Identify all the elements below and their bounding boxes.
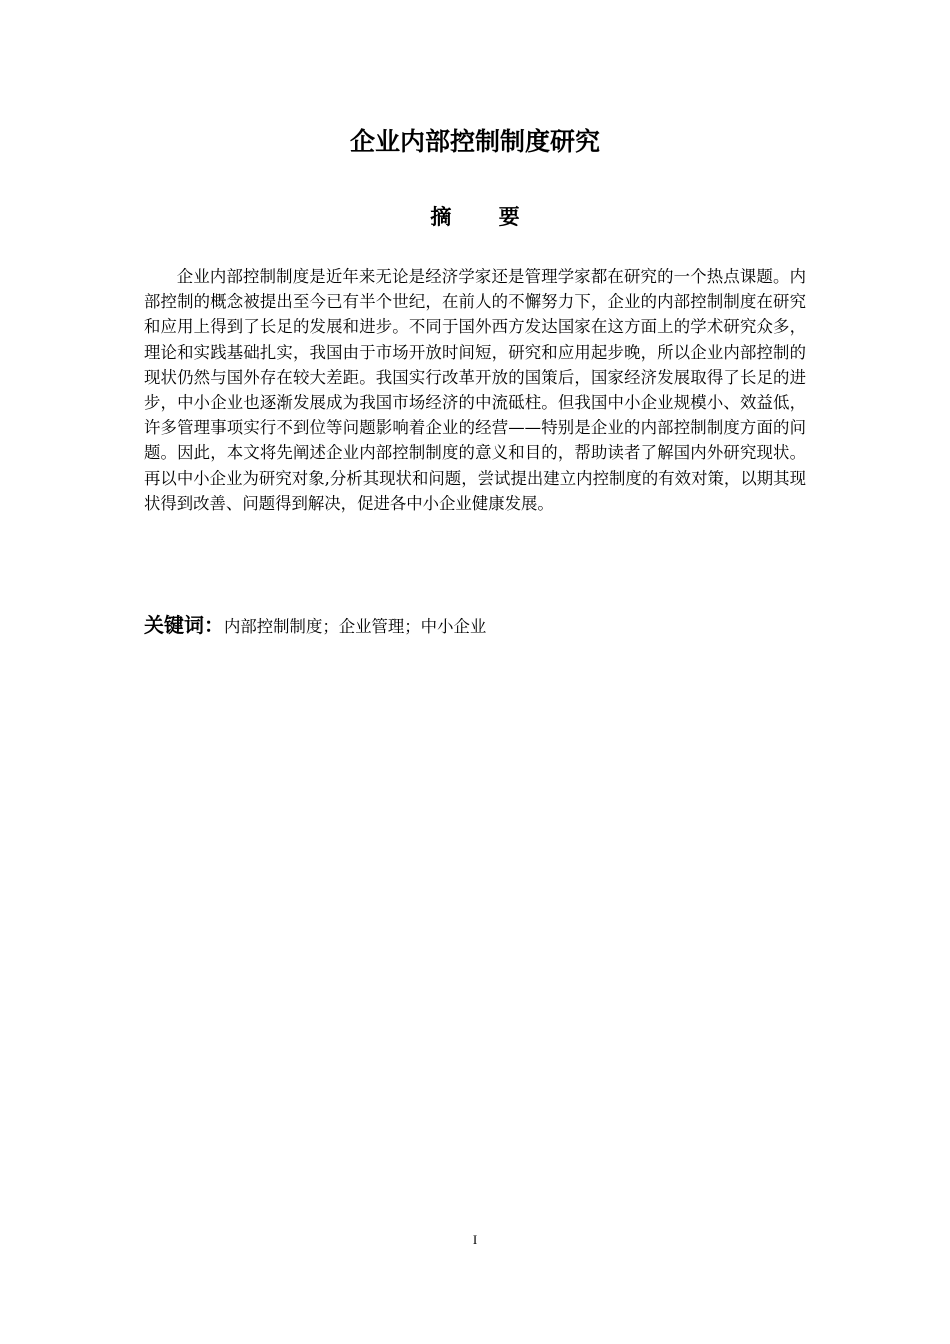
abstract-body: 企业内部控制制度是近年来无论是经济学家还是管理学家都在研究的一个热点课题。内部控制的概念被提出至今已有半个世纪，在前人的不懈努力下，企业的内部控制制度在研究和应用上得到了长足的发展和进步。不同于国外西方发达国家在这方面上的学术研究众多，理论和实践基础扎实，我国由于市场开放时间短，研究和应用起步晚，所以企业内部控制的现状仍然与国外存在较大差距。我国实行改革开放的国策后，国家经济发展取得了长足的进步，中小企业也逐渐发展成为我国市场经济的中流砥柱。但我国中小企业规模小、效益低，许多管理事项实行不到位等问题影响着企业的经营——特别是企业的内部控制制度方面的问题。因此，本文将先阐述企业内部控制制度的意义和目的，帮助读者了解国内外研究现状。再以中小企业为研究对象,分析其现状和问题，尝试提出建立内控制度的有效对策，以期其现状得到改善、问题得到解决，促进各中小企业健康发展。 [144,267,806,513]
keywords-line [144,610,806,642]
keywords-values: 内部控制制度；企业管理；中小企业 [224,617,487,636]
keywords-label: 关键词： [144,613,224,637]
document-title: 企业内部控制制度研究 [349,127,600,156]
abstract-heading: 摘 要 [430,205,540,229]
page-number: I [472,1232,478,1247]
